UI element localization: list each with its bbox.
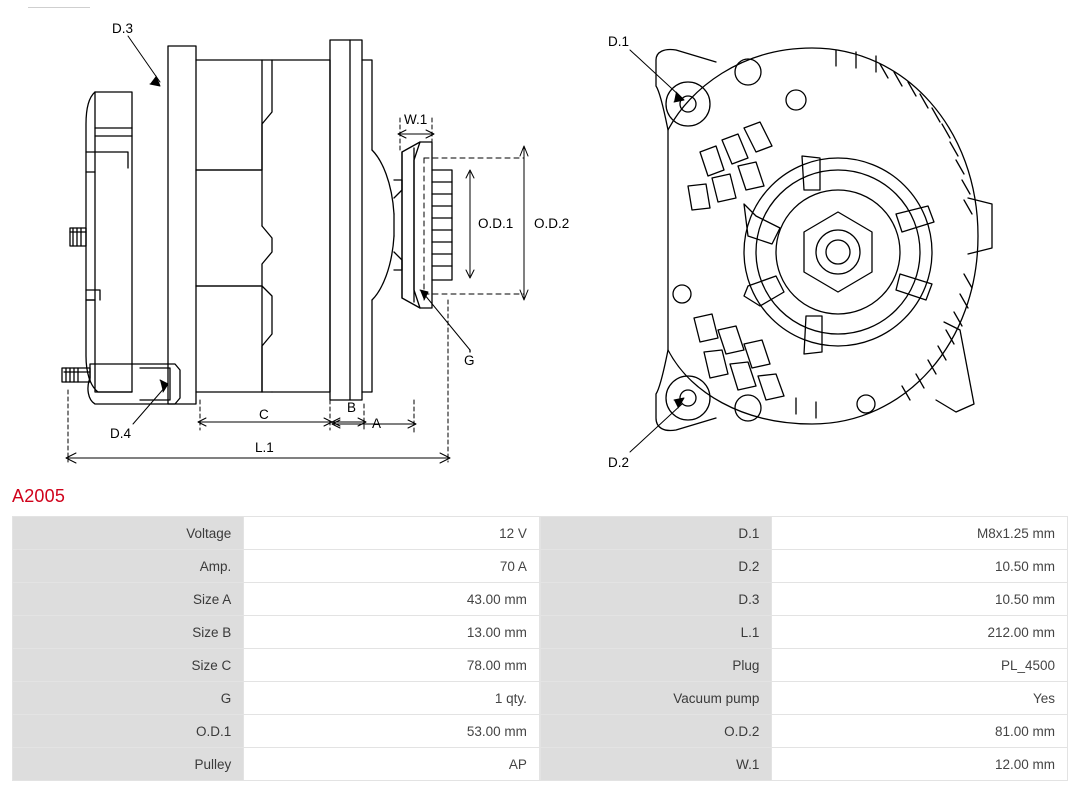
- table-row: [13, 748, 1068, 781]
- spec-value: 78.00 mm: [244, 649, 540, 682]
- spec-value: Yes: [772, 682, 1068, 715]
- spec-value: 70 A: [244, 550, 540, 583]
- spec-table-body: [13, 517, 1068, 781]
- label-d3: D.3: [112, 21, 134, 36]
- label-d1: D.1: [608, 34, 630, 49]
- label-g: G: [464, 353, 475, 368]
- table-row: [13, 550, 1068, 583]
- spec-value: 43.00 mm: [244, 583, 540, 616]
- spec-label: Vacuum pump: [541, 682, 772, 715]
- spec-value: 1 qty.: [244, 682, 540, 715]
- label-c: C: [259, 407, 269, 422]
- spec-label: O.D.2: [541, 715, 772, 748]
- spec-value: AP: [244, 748, 540, 781]
- spec-label: Voltage: [13, 517, 244, 550]
- spec-value: PL_4500: [772, 649, 1068, 682]
- spec-label: Plug: [541, 649, 772, 682]
- label-a: A: [372, 416, 382, 431]
- part-number: A2005: [12, 486, 66, 506]
- spec-value: 53.00 mm: [244, 715, 540, 748]
- spec-label: W.1: [541, 748, 772, 781]
- spec-value: 10.50 mm: [772, 583, 1068, 616]
- spec-label: D.1: [541, 517, 772, 550]
- table-row: [13, 649, 1068, 682]
- spec-value: 10.50 mm: [772, 550, 1068, 583]
- table-row: [13, 583, 1068, 616]
- spec-value: 12 V: [244, 517, 540, 550]
- specifications-table: [12, 516, 1068, 781]
- table-row: [13, 517, 1068, 550]
- label-d2: D.2: [608, 455, 630, 470]
- label-w1: W.1: [404, 112, 428, 127]
- spec-label: Amp.: [13, 550, 244, 583]
- spec-value: 212.00 mm: [772, 616, 1068, 649]
- spec-value: M8x1.25 mm: [772, 517, 1068, 550]
- label-od1: O.D.1: [478, 216, 514, 231]
- spec-label: Size A: [13, 583, 244, 616]
- spec-label: Size B: [13, 616, 244, 649]
- spec-value: 81.00 mm: [772, 715, 1068, 748]
- spec-label: D.3: [541, 583, 772, 616]
- spec-label: O.D.1: [13, 715, 244, 748]
- label-od2: O.D.2: [534, 216, 570, 231]
- spec-label: D.2: [541, 550, 772, 583]
- table-row: [13, 682, 1068, 715]
- spec-value: 12.00 mm: [772, 748, 1068, 781]
- table-row: [13, 715, 1068, 748]
- spec-label: Pulley: [13, 748, 244, 781]
- table-row: [13, 616, 1068, 649]
- label-b: B: [347, 400, 357, 415]
- alternator-side-view: [62, 36, 528, 463]
- alternator-front-view: [656, 48, 992, 431]
- label-d4: D.4: [110, 426, 132, 441]
- spec-value: 13.00 mm: [244, 616, 540, 649]
- spec-label: Size C: [13, 649, 244, 682]
- spec-label: G: [13, 682, 244, 715]
- spec-label: L.1: [541, 616, 772, 649]
- label-l1: L.1: [255, 440, 274, 455]
